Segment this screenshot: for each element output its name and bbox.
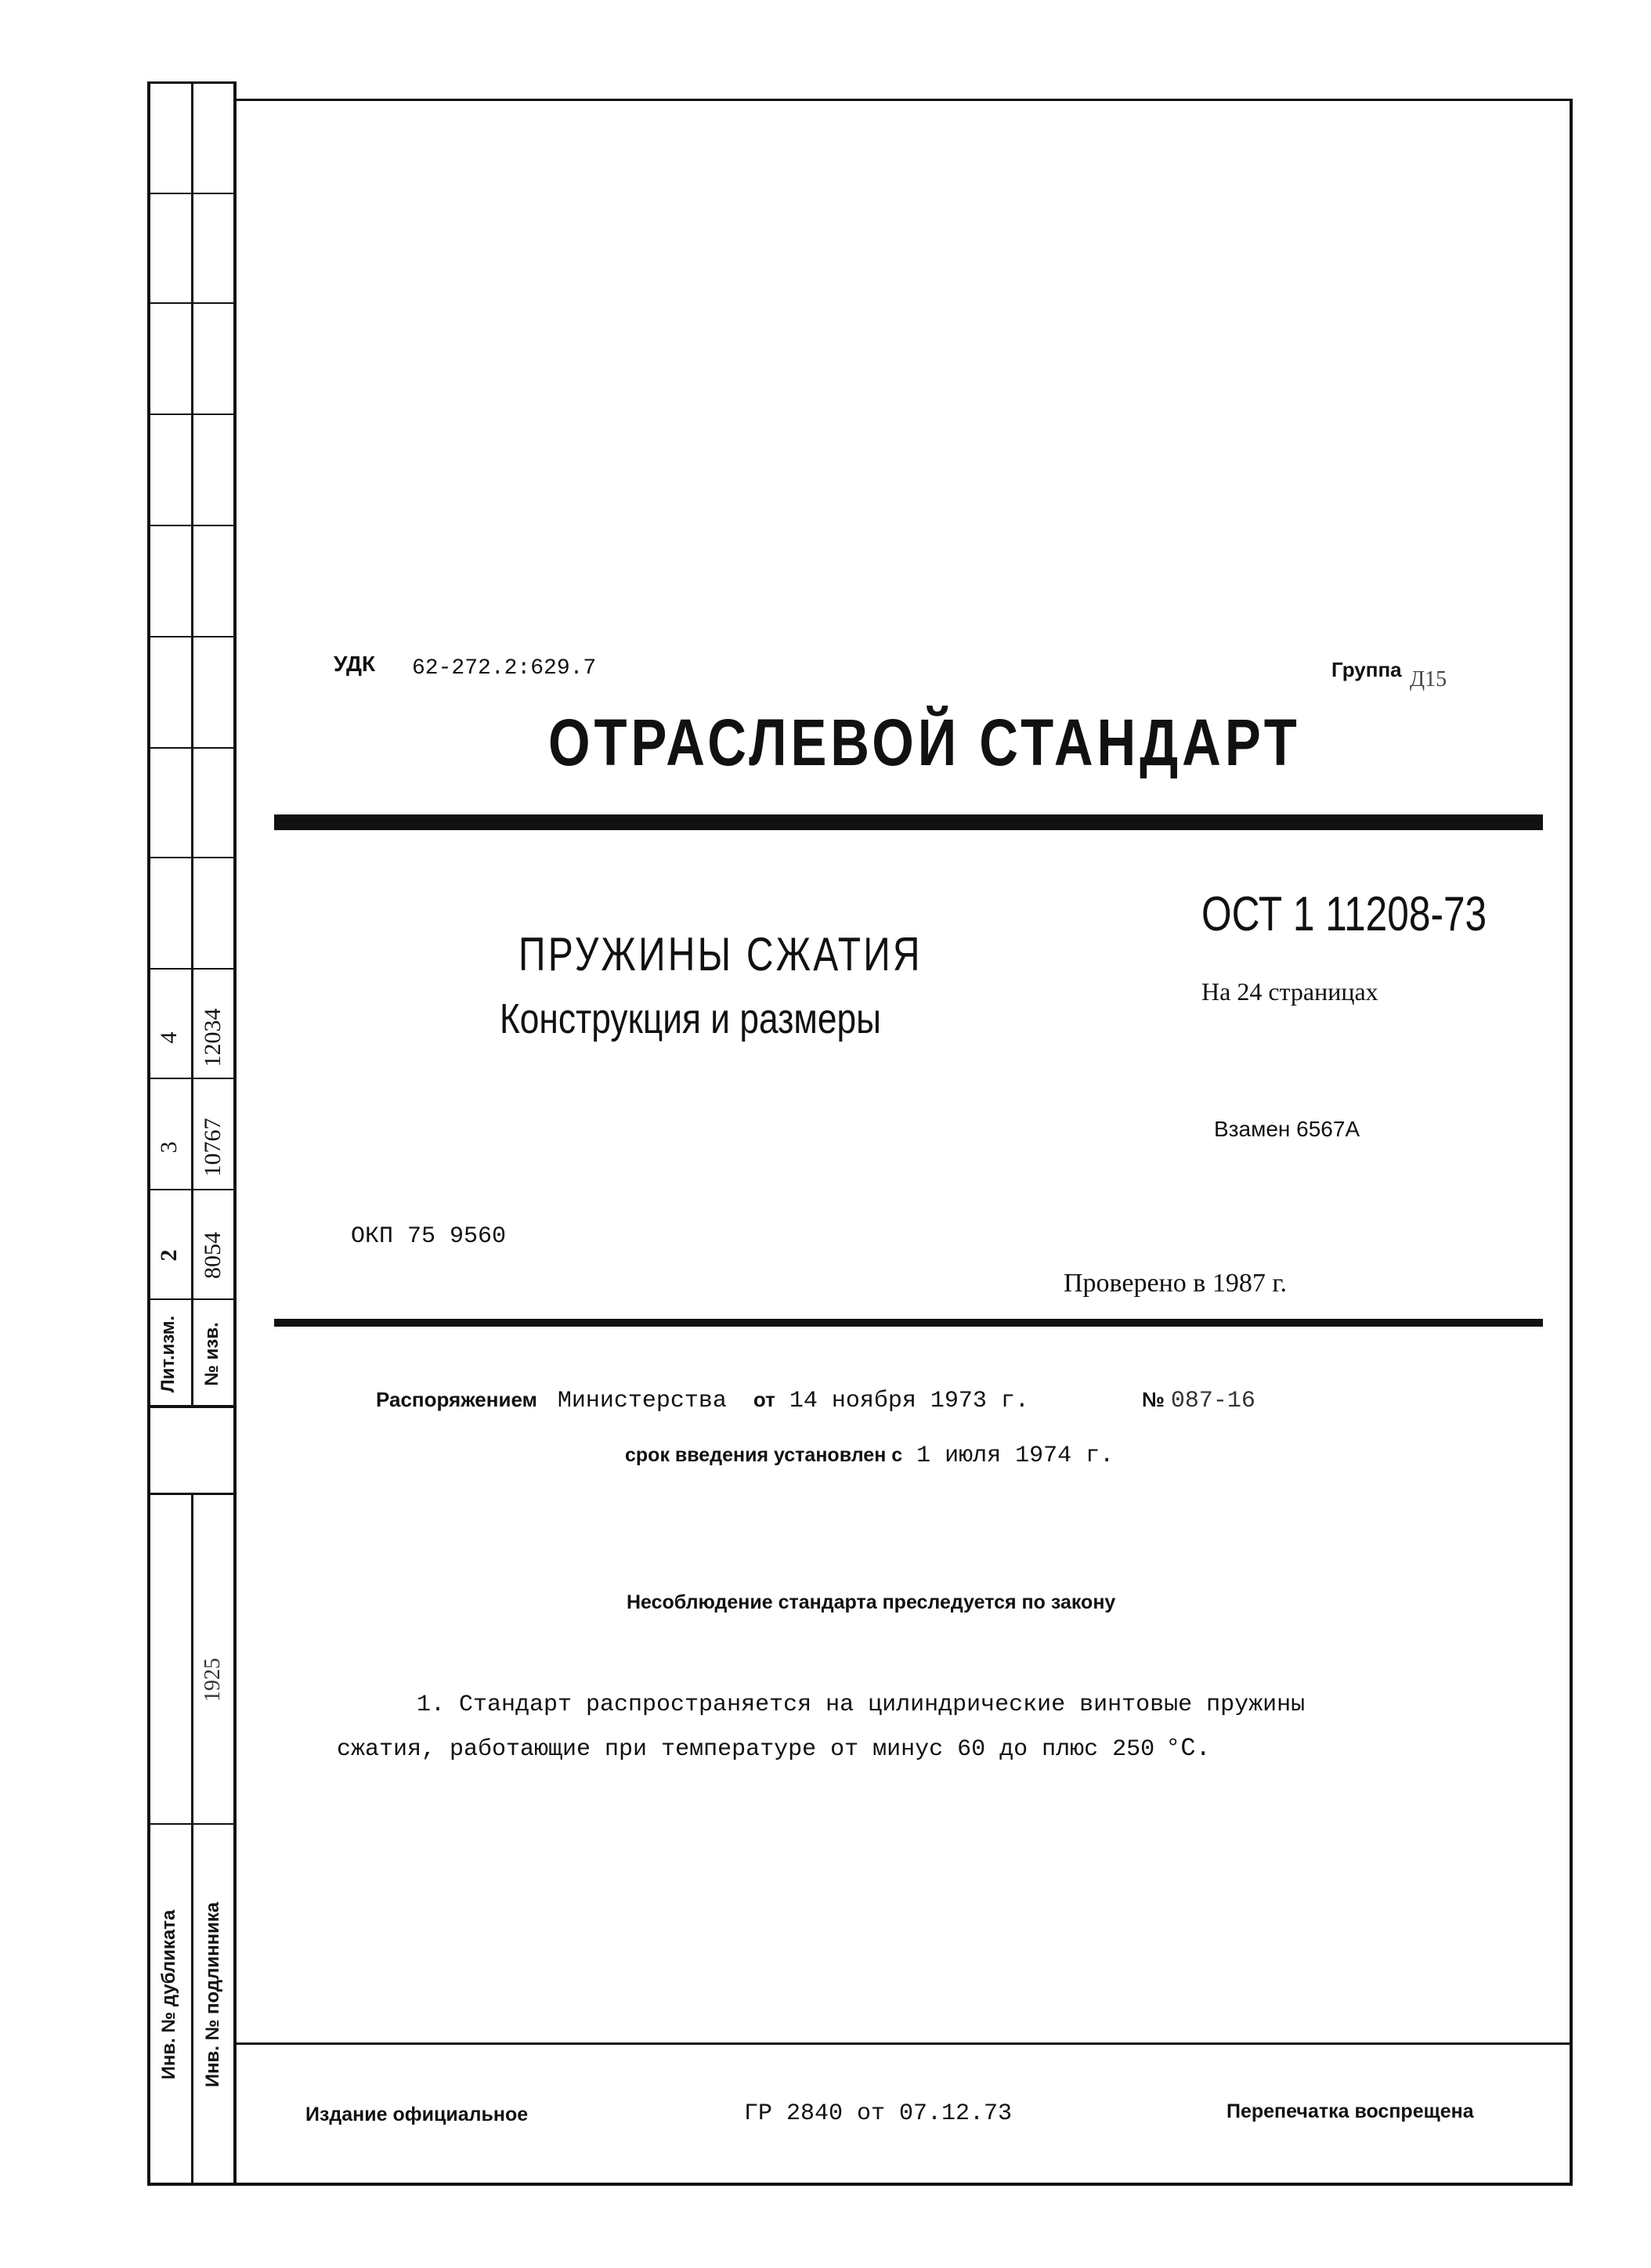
order-date: 14 ноября 1973 г.	[789, 1388, 1029, 1414]
footer-registration: ГР 2840 от 07.12.73	[744, 2100, 1013, 2127]
margin-notice-12034: 12034	[200, 1008, 226, 1067]
footer-reprint: Перепечатка воспрещена	[1227, 2100, 1474, 2122]
checked-rule	[274, 1319, 1543, 1327]
subject-line2: Конструкция и размеры	[500, 995, 881, 1042]
order-line	[376, 1388, 1519, 1422]
udk-value: 62-272.2:629.7	[412, 656, 597, 681]
checked-year: Проверено в 1987 г.	[1064, 1269, 1287, 1298]
margin-notice-8054: 8054	[200, 1232, 226, 1279]
order-by: Министерства	[557, 1388, 727, 1414]
document-title: ОТРАСЛЕВОЙ СТАНДАРТ	[548, 706, 1301, 779]
margin-notice-10767: 10767	[200, 1118, 226, 1177]
pages-count: На 24 страницах	[1201, 977, 1378, 1006]
margin-header-change: Лит.изм.	[157, 1315, 179, 1393]
group-value: Д15	[1410, 667, 1447, 692]
margin-change-3: 3	[156, 1141, 182, 1154]
standard-code: ОСТ 1 11208-73	[1201, 887, 1487, 941]
margin-header-notice: № изв.	[201, 1322, 222, 1386]
order-label: Распоряжением	[376, 1388, 537, 1411]
subject-line1: ПРУЖИНЫ СЖАТИЯ	[518, 928, 923, 981]
inv-duplicate-label: Инв. № дубликата	[158, 1909, 179, 2080]
footer-edition: Издание официальное	[305, 2104, 529, 2125]
effective-date: 1 июля 1974 г.	[916, 1443, 1115, 1469]
replaces-text: Взамен 6567А	[1214, 1117, 1360, 1141]
group-label: Группа	[1331, 658, 1402, 681]
legal-warning: Несоблюдение стандарта преследуется по закону	[627, 1591, 1116, 1613]
effective-line	[625, 1443, 1114, 1469]
paragraph-line1: 1. Стандарт распространяется на цилиндрические винтовые пружины	[417, 1692, 1306, 1718]
inv-original-label: Инв. № подлинника	[202, 1901, 223, 2088]
margin-change-2: 2	[156, 1249, 182, 1262]
order-number: 087-16	[1170, 1388, 1255, 1414]
order-number-prefix: №	[1141, 1388, 1165, 1411]
okp-code: ОКП 75 9560	[351, 1223, 507, 1250]
replaces	[1214, 1117, 1360, 1142]
paragraph-line2-wrap	[337, 1734, 1211, 1763]
margin-change-4: 4	[156, 1031, 182, 1044]
effective-label: срок введения установлен с	[625, 1444, 903, 1466]
order-date-prefix: от	[753, 1388, 775, 1411]
udk-label: УДК	[334, 652, 376, 676]
paragraph-line2: сжатия, работающие при температуре от минус 60 до плюс 250	[337, 1736, 1155, 1763]
inv-original-value: 1925	[201, 1658, 225, 1702]
paragraph-unit: °С.	[1165, 1734, 1211, 1763]
title-rule	[274, 814, 1543, 830]
